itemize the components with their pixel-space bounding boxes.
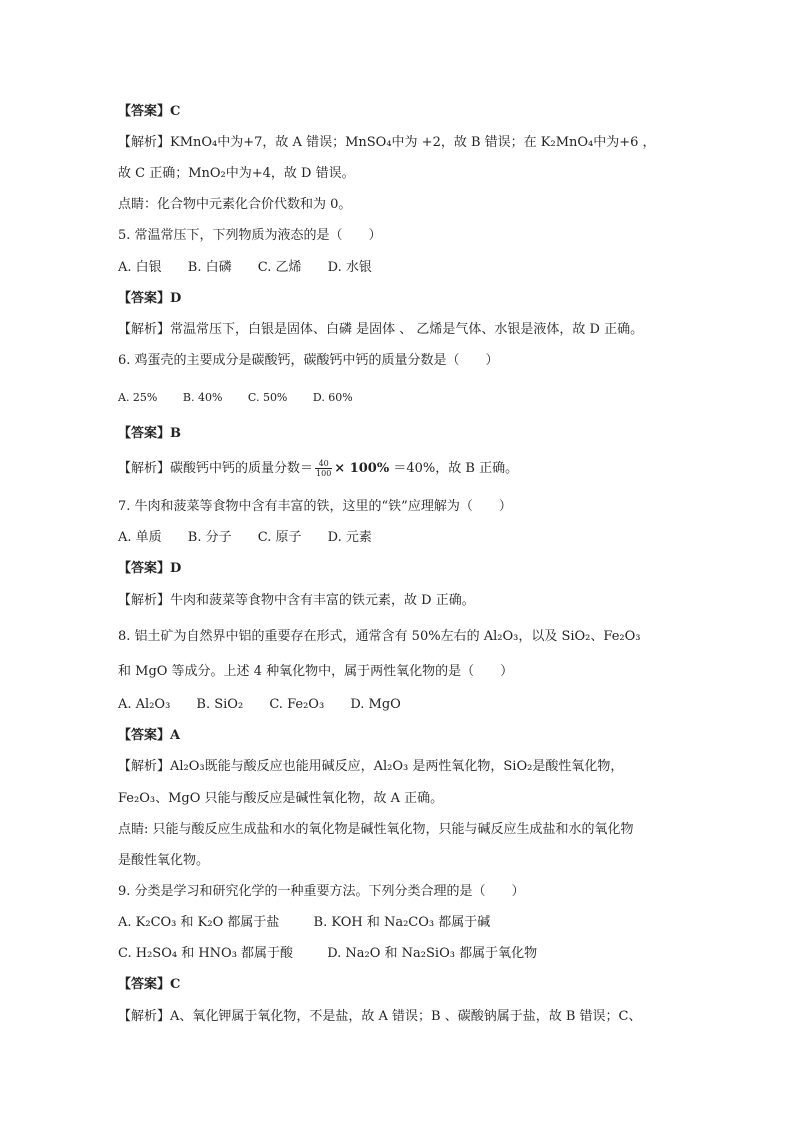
question-9: 9. 分类是学习和研究化学的一种重要方法。下列分类合理的是（ ）	[118, 884, 525, 899]
fraction	[315, 459, 332, 478]
option-b: B. 分子	[187, 530, 232, 545]
option-b: B. KOH 和 Na₂CO₃ 都属于碱	[313, 915, 491, 930]
option-c: C. 原子	[257, 530, 302, 545]
option-d: D. MgO	[350, 697, 401, 712]
note-q8-line1: 点睛: 只能与酸反应生成盐和水的氧化物是碱性氧化物，只能与碱反应生成盐和水的氧化物	[118, 822, 634, 837]
option-a: A. K₂CO₃ 和 K₂O 都属于盐	[118, 915, 280, 930]
option-c: C. Fe₂O₃	[269, 697, 325, 712]
answer-q4: 【答案】C	[118, 104, 181, 119]
option-d: D. 水银	[327, 260, 372, 275]
answer-q8: 【答案】A	[118, 728, 181, 743]
option-d: D. Na₂O 和 Na₂SiO₃ 都属于氧化物	[327, 946, 538, 961]
answer-q7: 【答案】D	[118, 561, 182, 576]
option-c: C. 乙烯	[257, 260, 302, 275]
option-c: C. 50%	[247, 391, 288, 404]
option-b: B. 40%	[182, 391, 223, 404]
analysis-q4-line1: 【解析】KMnO₄中为+7，故 A 错误；MnSO₄中为 +2，故 B 错误；在 K₂MnO₄中为+6 ，	[118, 135, 656, 150]
question-6-options	[118, 389, 678, 407]
option-b: B. 白磷	[187, 260, 232, 275]
analysis-q8-line1: 【解析】Al₂O₃既能与酸反应也能用碱反应，Al₂O₃ 是两性氧化物，SiO₂是酸性氧化物，	[118, 759, 624, 774]
analysis-q6-prefix: 【解析】碳酸钙中钙的质量分数＝	[118, 461, 314, 476]
option-a: A. 25%	[118, 391, 158, 404]
analysis-q6-suffix: ＝40%，故 B 正确。	[393, 461, 519, 476]
option-b: B. SiO₂	[196, 697, 244, 712]
note-q4: 点睛：化合物中元素化合价代数和为 0。	[118, 197, 352, 212]
question-7: 7. 牛肉和菠菜等食物中含有丰富的铁，这里的“铁”应理解为（ ）	[118, 499, 512, 514]
option-d: D. 元素	[327, 530, 372, 545]
question-9-options-row1	[118, 914, 678, 932]
analysis-q8-line2: Fe₂O₃、MgO 只能与酸反应是碱性氧化物，故 A 正确。	[118, 791, 444, 806]
analysis-q6	[118, 459, 678, 478]
option-d: D. 60%	[312, 391, 353, 404]
question-8-line2: 和 MgO 等成分。上述 4 种氧化物中，属于两性氧化物的是（ ）	[118, 664, 514, 679]
option-c: C. H₂SO₄ 和 HNO₃ 都属于酸	[118, 946, 294, 961]
answer-q9: 【答案】C	[118, 977, 181, 992]
option-a: A. 单质	[118, 530, 162, 545]
question-5: 5. 常温常压下，下列物质为液态的是（ ）	[118, 228, 382, 243]
analysis-q9: 【解析】A、氧化钾属于氧化物，不是盐，故 A 错误；B 、碳酸钠属于盐，故 B 错误；C、	[118, 1009, 642, 1024]
analysis-q4-line2: 故 C 正确；MnO₂中为+4，故 D 错误。	[118, 166, 355, 181]
answer-q6: 【答案】B	[118, 426, 181, 441]
question-6: 6. 鸡蛋壳的主要成分是碳酸钙，碳酸钙中钙的质量分数是（ ）	[118, 353, 499, 368]
fraction-denominator: 100	[316, 469, 332, 478]
analysis-q5: 【解析】常温常压下，白银是固体、白磷 是固体 、 乙烯是气体、水银是液体，故 D 正确。	[118, 322, 644, 337]
option-a: A. Al₂O₃	[118, 697, 171, 712]
question-5-options	[118, 259, 678, 277]
question-8-options	[118, 696, 678, 714]
answer-q5: 【答案】D	[118, 291, 182, 306]
fraction-numerator: 40	[315, 459, 332, 469]
question-8-line1: 8. 铝土矿为自然界中铝的重要存在形式，通常含有 50%左右的 Al₂O₃，以及 SiO₂、Fe₂O₃	[118, 629, 641, 644]
analysis-q6-multiplier: × 100%	[334, 461, 390, 476]
question-7-options	[118, 529, 678, 547]
option-a: A. 白银	[118, 260, 162, 275]
analysis-q7: 【解析】牛肉和菠菜等食物中含有丰富的铁元素，故 D 正确。	[118, 593, 475, 608]
question-9-options-row2	[118, 945, 678, 963]
note-q8-line2: 是酸性氧化物。	[118, 853, 210, 868]
